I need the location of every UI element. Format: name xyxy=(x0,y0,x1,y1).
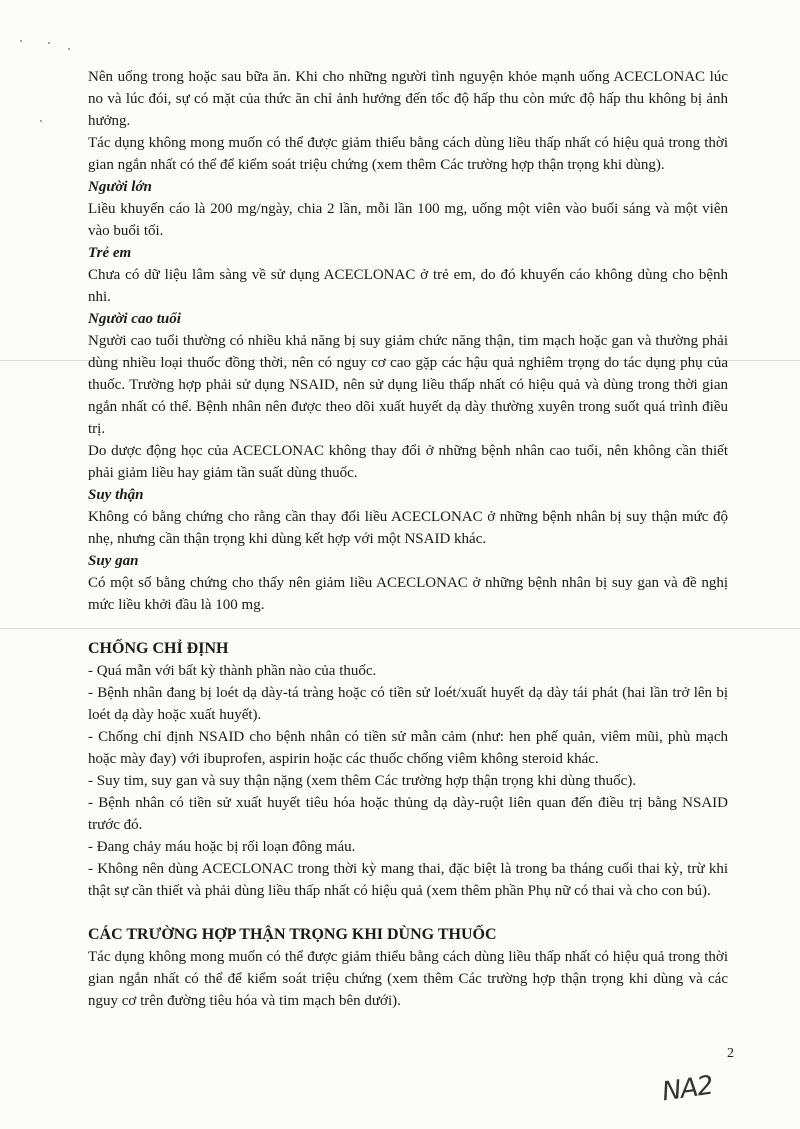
renal-paragraph: Không có bằng chứng cho rằng cần thay đổi liều ACECLONAC ở những bệnh nhân bị suy thận mức độ nhẹ, nhưng cần thận trọng khi dùng kết hợp với một NSAID khác. xyxy=(88,509,728,547)
contra-item: - Bệnh nhân đang bị loét dạ dày-tá tràng hoặc có tiền sử loét/xuất huyết dạ dày tái phát (hai lần trở lên bị loét dạ dày hoặc xuất huyết). xyxy=(88,685,728,723)
scan-speck xyxy=(40,120,42,122)
document-body xyxy=(88,66,728,1012)
subheading-renal-impairment: Suy thận xyxy=(88,487,144,503)
contra-item: - Chống chỉ định NSAID cho bệnh nhân có tiền sử mẫn cảm (như: hen phế quản, viêm mũi, phù mạch hoặc mày đay) với ibuprofen, aspirin hoặc các thuốc chống viêm không steroid khác. xyxy=(88,729,728,767)
precautions-paragraph: Tác dụng không mong muốn có thể được giảm thiểu bằng cách dùng liều thấp nhất có hiệu quả trong thời gian ngắn nhất có thể để kiểm soát triệu chứng (xem thêm Các trường hợp thận trọng khi dùng và các nguy cơ trên đường tiêu hóa và tim mạch bên dưới). xyxy=(88,949,728,1009)
subheading-elderly: Người cao tuổi xyxy=(88,311,181,327)
subheading-adults: Người lớn xyxy=(88,179,152,195)
section-heading-precautions: CÁC TRƯỜNG HỢP THẬN TRỌNG KHI DÙNG THUỐC xyxy=(88,926,497,943)
adults-paragraph: Liều khuyến cáo là 200 mg/ngày, chia 2 lần, mỗi lần 100 mg, uống một viên vào buổi sáng và một viên vào buổi tối. xyxy=(88,201,728,239)
contra-item: - Quá mẫn với bất kỳ thành phần nào của thuốc. xyxy=(88,663,377,679)
subheading-hepatic-impairment: Suy gan xyxy=(88,553,139,569)
contra-item: - Suy tim, suy gan và suy thận nặng (xem thêm Các trường hợp thận trọng khi dùng thuốc). xyxy=(88,773,637,789)
subheading-children: Trẻ em xyxy=(88,245,132,261)
scan-speck xyxy=(20,40,22,42)
contra-item: - Đang chảy máu hoặc bị rối loạn đông máu. xyxy=(88,839,356,855)
contra-item: - Không nên dùng ACECLONAC trong thời kỳ mang thai, đặc biệt là trong ba tháng cuối thai kỳ, trừ khi thật sự cần thiết và phải dùng liều thấp nhất có hiệu quả (xem thêm phần Phụ nữ có thai và cho con bú). xyxy=(88,861,728,899)
elderly-paragraph: Do dược động học của ACECLONAC không thay đổi ở những bệnh nhân cao tuổi, nên không cần thiết phải giảm liều hay giảm tần suất dùng thuốc. xyxy=(88,443,728,481)
hepatic-paragraph: Có một số bằng chứng cho thấy nên giảm liều ACECLONAC ở những bệnh nhân bị suy gan và đề nghị mức liều khởi đầu là 100 mg. xyxy=(88,575,728,613)
page-number: 2 xyxy=(727,1046,734,1061)
handwritten-initials: NA2 xyxy=(660,1070,715,1108)
intro-paragraph: Tác dụng không mong muốn có thể được giảm thiểu bằng cách dùng liều thấp nhất có hiệu quả trong thời gian ngắn nhất có thể để kiểm soát triệu chứng (xem thêm Các trường hợp thận trọng khi dùng). xyxy=(88,135,728,173)
section-heading-contraindications: CHỐNG CHỈ ĐỊNH xyxy=(88,640,229,657)
scan-speck xyxy=(68,48,70,50)
children-paragraph: Chưa có dữ liệu lâm sàng về sử dụng ACECLONAC ở trẻ em, do đó khuyến cáo không dùng cho bệnh nhi. xyxy=(88,267,728,305)
elderly-paragraph: Người cao tuổi thường có nhiều khả năng bị suy giảm chức năng thận, tim mạch hoặc gan và thường phải dùng nhiều loại thuốc đồng thời, nên có nguy cơ cao gặp các hậu quả nghiêm trọng do tác dụng phụ của thuốc. Trường hợp phải sử dụng NSAID, nên sử dụng liều thấp nhất có hiệu quả và dùng trong thời gian ngắn nhất có thể. Bệnh nhân nên được theo dõi xuất huyết dạ dày thường xuyên trong suốt quá trình điều trị. xyxy=(88,333,728,437)
scan-speck xyxy=(48,42,50,44)
intro-paragraph: Nên uống trong hoặc sau bữa ăn. Khi cho những người tình nguyện khỏe mạnh uống ACECLONAC lúc no và lúc đói, sự có mặt của thức ăn chỉ ảnh hưởng đến tốc độ hấp thu còn mức độ hấp thu không bị ảnh hưởng. xyxy=(88,69,728,129)
contra-item: - Bệnh nhân có tiền sử xuất huyết tiêu hóa hoặc thủng dạ dày-ruột liên quan đến điều trị bằng NSAID trước đó. xyxy=(88,795,728,833)
